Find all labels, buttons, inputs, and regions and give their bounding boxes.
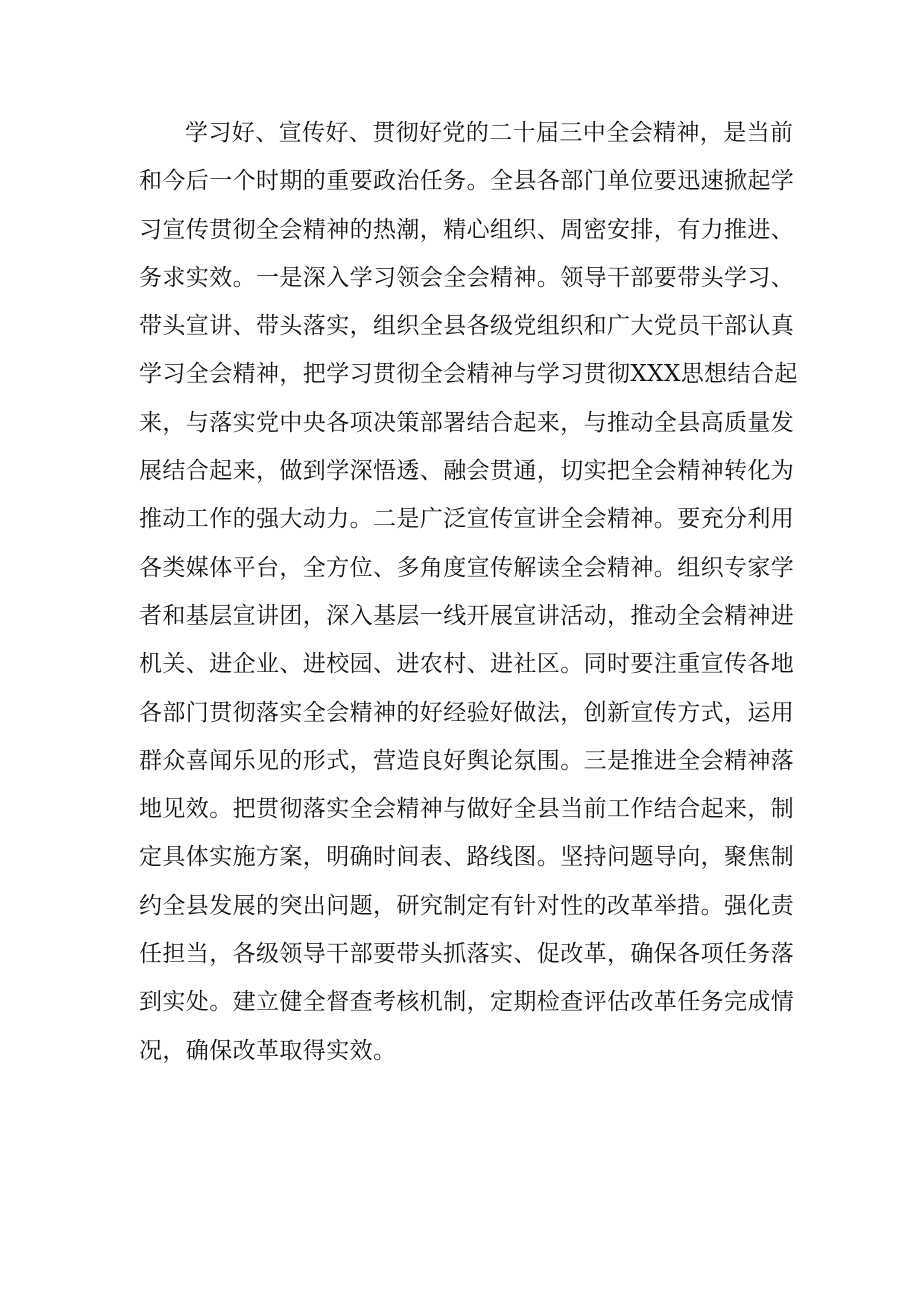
paragraph-line: 展结合起来，做到学深悟透、融会贯通，切实把全会精神转化为 [139, 458, 795, 485]
paragraph-line: 学习全会精神，把学习贯彻全会精神与学习贯彻XXX思想结合起 [139, 361, 798, 388]
paragraph-line: 况，确保改革取得实效。 [139, 1037, 397, 1064]
paragraph-line: 地见效。把贯彻落实全会精神与做好全县当前工作结合起来，制 [139, 796, 795, 823]
paragraph-line: 带头宣讲、带头落实，组织全县各级党组织和广大党员干部认真 [139, 313, 795, 340]
paragraph-line: 推动工作的强大动力。二是广泛宣传宣讲全会精神。要充分利用 [139, 506, 795, 533]
paragraph-line: 约全县发展的突出问题，研究制定有针对性的改革举措。强化责 [139, 892, 795, 919]
paragraph-line: 者和基层宣讲团，深入基层一线开展宣讲活动，推动全会精神进 [139, 602, 795, 629]
paragraph-line: 群众喜闻乐见的形式，营造良好舆论氛围。三是推进全会精神落 [139, 747, 795, 774]
paragraph-line: 来，与落实党中央各项决策部署结合起来，与推动全县高质量发 [139, 409, 795, 436]
paragraph-line: 各部门贯彻落实全会精神的好经验好做法，创新宣传方式，运用 [139, 699, 795, 726]
body-paragraph [139, 109, 798, 1075]
paragraph-line: 定具体实施方案，明确时间表、路线图。坚持问题导向，聚焦制 [139, 844, 795, 871]
paragraph-line: 任担当，各级领导干部要带头抓落实、促改革，确保各项任务落 [139, 941, 795, 968]
paragraph-line: 和今后一个时期的重要政治任务。全县各部门单位要迅速掀起学 [139, 168, 795, 195]
paragraph-line: 务求实效。一是深入学习领会全会精神。领导干部要带头学习、 [139, 264, 795, 291]
paragraph-line: 学习好、宣传好、贯彻好党的二十届三中全会精神，是当前 [185, 120, 794, 146]
paragraph-line: 习宣传贯彻全会精神的热潮，精心组织、周密安排，有力推进、 [139, 216, 795, 243]
paragraph-line: 各类媒体平台，全方位、多角度宣传解读全会精神。组织专家学 [139, 554, 795, 581]
paragraph-line: 机关、进企业、进校园、进农村、进社区。同时要注重宣传各地 [139, 651, 795, 678]
paragraph-line: 到实处。建立健全督查考核机制，定期检查评估改革任务完成情 [139, 989, 795, 1016]
